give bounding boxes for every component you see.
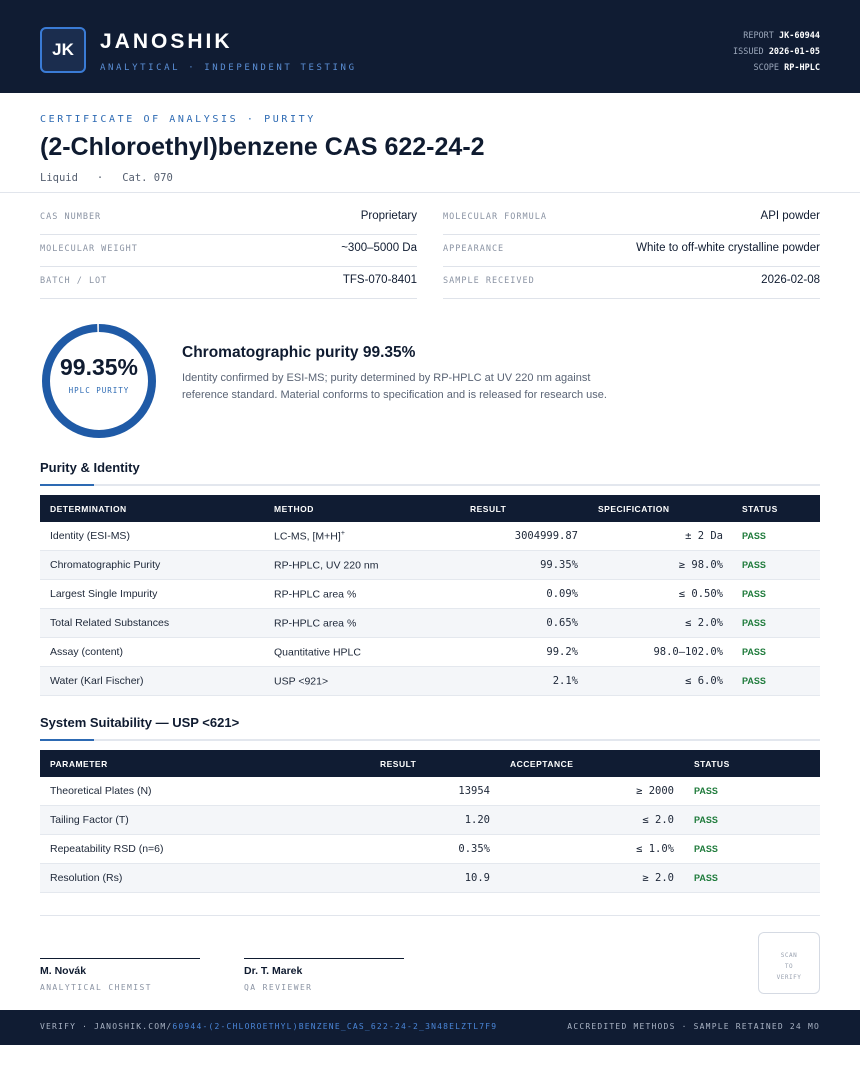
header-bar [0, 0, 860, 93]
property-appearance [443, 235, 820, 267]
col-status: STATUS [694, 759, 730, 769]
brand-name: JANOSHIK [100, 30, 233, 53]
determination-cell: Assay (content) [50, 646, 123, 658]
document-kicker: CERTIFICATE OF ANALYSIS · PURITY [40, 114, 316, 125]
report-label: REPORT [743, 31, 774, 41]
brand-tagline: ANALYTICAL · INDEPENDENT TESTING [100, 63, 357, 73]
determination-cell: Identity (ESI-MS) [50, 530, 130, 542]
table-row [40, 835, 820, 864]
property-key: CAS NUMBER [40, 212, 102, 222]
table-row [40, 864, 820, 893]
method-text: USP <921> [274, 675, 329, 688]
specification-cell: 98.0–102.0% [653, 646, 723, 658]
determination-cell: Water (Karl Fischer) [50, 675, 144, 687]
status-badge: PASS [742, 676, 766, 686]
verify-qr-box[interactable] [758, 932, 820, 994]
report-id: JK-60944 [779, 31, 820, 41]
acceptance-cell: ≥ 2.0 [642, 872, 674, 884]
status-badge: PASS [694, 873, 718, 883]
parameter-cell: Tailing Factor (T) [50, 814, 129, 826]
logo: JK [40, 27, 86, 73]
table-row [40, 551, 820, 580]
property-key: BATCH / LOT [40, 276, 108, 286]
determination-cell: Largest Single Impurity [50, 588, 158, 600]
col-specification: SPECIFICATION [598, 504, 670, 514]
table-row [40, 777, 820, 806]
property-key: APPEARANCE [443, 244, 505, 254]
result-cell: 99.35% [540, 559, 578, 571]
status-badge: PASS [694, 815, 718, 825]
property-value: TFS-070-8401 [342, 274, 417, 286]
report-meta [733, 28, 820, 76]
result-cell: 0.09% [546, 588, 578, 600]
result-cell: 0.35% [458, 843, 490, 855]
verify-line [40, 1022, 497, 1031]
method-text: RP-HPLC, UV 220 nm [274, 559, 379, 572]
property-value: ~300–5000 Da [341, 242, 417, 254]
status-badge: PASS [742, 531, 766, 541]
property-value: White to off-white crystalline powder [636, 242, 820, 254]
issued-line [733, 44, 820, 60]
status-badge: PASS [742, 618, 766, 628]
parameter-cell: Theoretical Plates (N) [50, 785, 152, 797]
scope-line [733, 60, 820, 76]
col-parameter: PARAMETER [50, 759, 108, 769]
property-cas [40, 203, 417, 235]
signatory-role: ANALYTICAL CHEMIST [40, 983, 152, 992]
parameter-cell: Repeatability RSD (n=6) [50, 843, 164, 855]
issued-label: ISSUED [732, 47, 764, 57]
result-cell: 13954 [458, 785, 490, 797]
purity-value: 99.35% [59, 354, 138, 380]
purity-description: Identity confirmed by ESI-MS; purity determined by RP-HPLC at UV 220 nm against reference standard. Material conforms to specification and is released for research use. [182, 372, 607, 401]
signature-line [244, 958, 404, 959]
property-key: SAMPLE RECEIVED [443, 276, 535, 286]
acceptance-cell: ≥ 2000 [636, 785, 674, 797]
result-cell: 2.1% [552, 675, 578, 687]
section-rule [40, 739, 820, 741]
section-heading-suitability: System Suitability — USP <621> [40, 715, 240, 730]
method-cell [274, 559, 378, 572]
qr-text: SCAN [780, 952, 798, 959]
verify-link[interactable]: 60944-(2-CHLOROETHYL)BENZENE_CAS_622-24-2_3N48ELZTL7F9 [172, 1022, 498, 1031]
table-header [40, 750, 820, 777]
table-row [40, 638, 820, 667]
purity-ring-arc [46, 328, 152, 434]
property-value: Proprietary [360, 210, 417, 222]
status-badge: PASS [694, 844, 718, 854]
signatory-name: M. Novák [40, 965, 87, 977]
result-cell: 99.2% [546, 646, 578, 658]
subline-separator: · [96, 172, 104, 184]
signatory-name: Dr. T. Marek [244, 965, 303, 977]
col-result: RESULT [470, 504, 507, 514]
result-cell: 0.65% [546, 617, 578, 629]
table-row [40, 580, 820, 609]
determination-cell: Chromatographic Purity [50, 559, 161, 571]
catalog-number: Cat. 070 [122, 172, 173, 184]
footer-bar [0, 1010, 860, 1045]
table-row [40, 609, 820, 638]
specification-cell: ≤ 6.0% [685, 675, 723, 687]
method-cell [274, 646, 361, 659]
specification-cell: ≤ 0.50% [678, 588, 723, 600]
method-cell [274, 617, 356, 630]
report-id-line [733, 28, 820, 44]
method-text: RP-HPLC area % [274, 617, 357, 630]
table-row [40, 667, 820, 696]
status-badge: PASS [742, 560, 766, 570]
method-text: RP-HPLC area % [274, 588, 357, 601]
qr-text: TO [784, 963, 794, 970]
property-key: MOLECULAR WEIGHT [40, 244, 138, 254]
method-superscript: + [340, 530, 345, 537]
property-value: API powder [760, 210, 820, 222]
scope-label: SCOPE [753, 63, 780, 73]
table-row [40, 522, 820, 551]
specification-cell: ± 2 Da [685, 530, 723, 542]
col-method: METHOD [274, 504, 314, 514]
status-badge: PASS [742, 647, 766, 657]
issued-date: 2026-01-05 [768, 47, 820, 57]
product-form: Liquid [40, 172, 78, 184]
specification-cell: ≥ 98.0% [678, 559, 723, 571]
table-header [40, 495, 820, 522]
method-text: Quantitative HPLC [274, 646, 361, 659]
acceptance-cell: ≤ 1.0% [636, 843, 674, 855]
result-cell: 3004999.87 [514, 530, 578, 542]
table-row [40, 806, 820, 835]
qr-text: VERIFY [776, 974, 802, 981]
scope-value: RP-HPLC [784, 63, 820, 73]
product-subline [40, 172, 173, 184]
determination-cell: Total Related Substances [50, 617, 170, 629]
col-acceptance: ACCEPTANCE [510, 759, 574, 769]
property-value: 2026-02-08 [761, 274, 820, 286]
page-title: (2-Chloroethyl)benzene CAS 622-24-2 [40, 133, 485, 161]
result-cell: 10.9 [464, 872, 490, 884]
col-determination: DETERMINATION [50, 504, 127, 514]
parameter-cell: Resolution (Rs) [50, 872, 123, 884]
purity-heading: Chromatographic purity 99.35% [182, 344, 416, 361]
col-status: STATUS [742, 504, 778, 514]
footer-note: ACCREDITED METHODS · SAMPLE RETAINED 24 MO [567, 1022, 820, 1031]
acceptance-cell: ≤ 2.0 [642, 814, 674, 826]
property-formula [443, 203, 820, 235]
section-rule [40, 484, 820, 486]
signature-line [40, 958, 200, 959]
property-received [443, 267, 820, 299]
signature-divider [40, 915, 820, 916]
method-cell [274, 530, 345, 543]
signatory-role: QA REVIEWER [244, 983, 313, 992]
status-badge: PASS [694, 786, 718, 796]
property-mw [40, 235, 417, 267]
property-batch [40, 267, 417, 299]
specification-cell: ≤ 2.0% [685, 617, 723, 629]
purity-ring-label: HPLC PURITY [68, 386, 130, 395]
title-divider [0, 192, 860, 193]
col-result: RESULT [380, 759, 417, 769]
verify-prefix: VERIFY · JANOSHIK.COM/ [40, 1022, 173, 1031]
method-cell [274, 675, 328, 688]
method-text: LC-MS, [M+H] [274, 530, 341, 543]
result-cell: 1.20 [464, 814, 490, 826]
purity-ring [40, 322, 158, 440]
method-cell [274, 588, 356, 601]
section-heading-purity: Purity & Identity [40, 460, 140, 475]
status-badge: PASS [742, 589, 766, 599]
property-key: MOLECULAR FORMULA [443, 212, 547, 222]
